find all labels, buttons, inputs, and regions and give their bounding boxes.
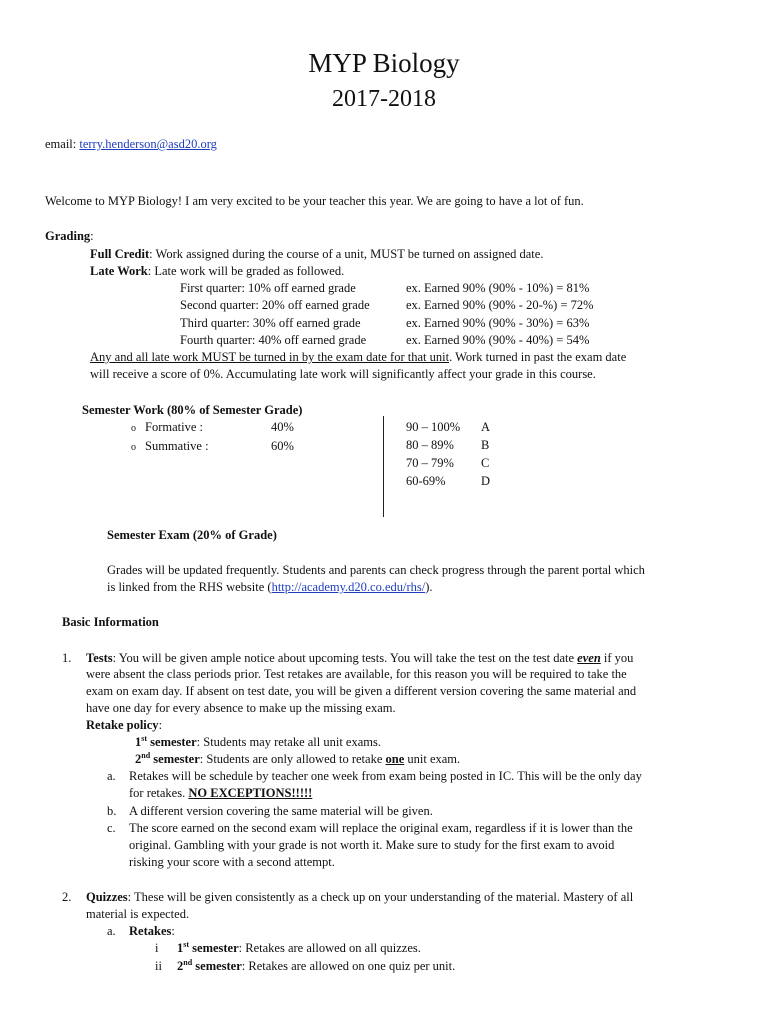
one-emphasis: one xyxy=(385,752,405,766)
item-label: Formative : xyxy=(145,420,203,434)
retake-c-line2: original. Gambling with your grade is not worth it. Make sure to study for the first exam to avoid xyxy=(129,838,615,852)
bullet-icon: o xyxy=(131,423,136,434)
retake-policy-label: Retake policy xyxy=(86,718,159,732)
grade-updates-line2: is linked from the RHS website (http://academy.d20.co.edu/rhs/). xyxy=(107,580,433,594)
page-title: MYP Biology xyxy=(308,48,460,78)
scale-letter: C xyxy=(481,456,490,470)
grading-heading: Grading: xyxy=(45,229,94,243)
list-marker: a. xyxy=(107,769,116,783)
no-exceptions-emphasis: NO EXCEPTIONS!!!!! xyxy=(188,786,313,800)
scale-range: 70 – 79% xyxy=(406,456,454,470)
email-label: email: xyxy=(45,137,80,151)
quarter-rule: Second quarter: 20% off earned grade xyxy=(180,298,370,312)
scale-letter: B xyxy=(481,438,490,452)
item-label: Summative : xyxy=(145,439,209,453)
scale-letter: A xyxy=(481,420,491,434)
tests-line4: have one day for every absence to make up the missing exam. xyxy=(86,701,396,715)
tests-line1: Tests: You will be given ample notice about upcoming tests. You will take the test on the test date even if you xyxy=(86,651,634,665)
semester-work-item xyxy=(131,438,209,456)
list-number: 1. xyxy=(62,651,72,665)
full-credit-line xyxy=(90,246,543,263)
scale-letter: D xyxy=(481,474,491,488)
quarter-rule: First quarter: 10% off earned grade xyxy=(180,281,356,295)
email-link[interactable]: terry.henderson@asd20.org xyxy=(79,137,217,151)
full-credit-text: : Work assigned during the course of a unit, MUST be turned on assigned date. xyxy=(149,247,544,261)
retake-c-line1: The score earned on the second exam will replace the original exam, regardless if it is lower than the xyxy=(129,821,633,835)
welcome-text: Welcome to MYP Biology! I am very excited to be your teacher this year. We are going to have a lot of fun. xyxy=(45,194,584,208)
late-policy-underlined: Any and all late work MUST be turned in by the exam date for that unit xyxy=(90,350,450,364)
late-work-label: Late Work xyxy=(90,264,148,278)
late-work-line xyxy=(90,263,344,280)
semester2-retake-line: 2nd semester: Students are only allowed to retake one unit exam. xyxy=(135,751,461,766)
list-marker: i xyxy=(155,941,159,955)
item-value: 40% xyxy=(271,420,294,434)
quarter-example: ex. Earned 90% (90% - 10%) = 81% xyxy=(406,281,590,295)
quarter-example: ex. Earned 90% (90% - 40%) = 54% xyxy=(406,333,590,347)
tests-line2: were absent the class periods prior. Test retakes are available, for this reason you will be required to take the xyxy=(86,667,627,681)
semester-exam-heading: Semester Exam (20% of Grade) xyxy=(107,528,277,542)
retake-policy-heading: Retake policy: xyxy=(86,718,163,732)
quarter-example: ex. Earned 90% (90% - 30%) = 63% xyxy=(406,316,590,330)
full-credit-label: Full Credit xyxy=(90,247,150,261)
retake-b-text: A different version covering the same material will be given. xyxy=(129,804,433,818)
tests-label: Tests xyxy=(86,651,113,665)
quizzes-line1: Quizzes: These will be given consistently as a check up on your understanding of the material. Mastery of all xyxy=(86,890,634,904)
list-marker: b. xyxy=(107,804,117,818)
email-line xyxy=(45,136,217,153)
scale-range: 90 – 100% xyxy=(406,420,461,434)
retake-a-line2: for retakes. NO EXCEPTIONS!!!!! xyxy=(129,786,313,800)
retake-c-line3: risking your score with a second attempt. xyxy=(129,855,335,869)
list-number: 2. xyxy=(62,890,72,904)
scale-range: 60-69% xyxy=(406,474,446,488)
quarter-example: ex. Earned 90% (90% - 20-%) = 72% xyxy=(406,298,594,312)
quiz-retakes-label: Retakes xyxy=(129,924,172,938)
item-value: 60% xyxy=(271,439,294,453)
quiz-semester2-line: 2nd semester: Retakes are allowed on one quiz per unit. xyxy=(177,958,456,973)
list-marker: a. xyxy=(107,924,116,938)
scale-divider xyxy=(383,416,384,517)
quarter-rule: Fourth quarter: 40% off earned grade xyxy=(180,333,367,347)
bullet-icon: o xyxy=(131,442,136,453)
basic-info-heading: Basic Information xyxy=(62,615,159,629)
grade-updates-line1: Grades will be updated frequently. Students and parents can check progress through the parent portal which xyxy=(107,563,645,577)
semester1-retake-line: 1st semester: Students may retake all unit exams. xyxy=(135,734,381,749)
late-policy-line2: will receive a score of 0%. Accumulating late work will significantly affect your grade in this course. xyxy=(90,367,596,381)
rhs-website-link[interactable]: http://academy.d20.co.edu/rhs/ xyxy=(271,580,426,594)
late-policy-line1: Any and all late work MUST be turned in by the exam date for that unit. Work turned in past the exam date xyxy=(90,350,627,364)
quizzes-label: Quizzes xyxy=(86,890,128,904)
quarter-rule: Third quarter: 30% off earned grade xyxy=(180,316,361,330)
late-work-text: : Late work will be graded as followed. xyxy=(147,264,345,278)
tests-line3: exam on exam day. If absent on test date, you will be given a different version covering the same material and xyxy=(86,684,637,698)
quizzes-line2: material is expected. xyxy=(86,907,190,921)
quiz-semester1-line: 1st semester: Retakes are allowed on all quizzes. xyxy=(177,940,421,955)
school-year: 2017-2018 xyxy=(332,86,436,112)
semester-work-heading: Semester Work (80% of Semester Grade) xyxy=(82,403,303,417)
scale-range: 80 – 89% xyxy=(406,438,454,452)
grading-heading-label: Grading xyxy=(45,229,91,243)
quiz-retakes-heading: Retakes: xyxy=(129,924,175,938)
list-marker: ii xyxy=(155,959,162,973)
retake-a-line1: Retakes will be schedule by teacher one week from exam being posted in IC. This will be the only day xyxy=(129,769,642,783)
semester-work-item xyxy=(131,419,203,437)
even-emphasis: even xyxy=(577,651,601,665)
list-marker: c. xyxy=(107,821,116,835)
